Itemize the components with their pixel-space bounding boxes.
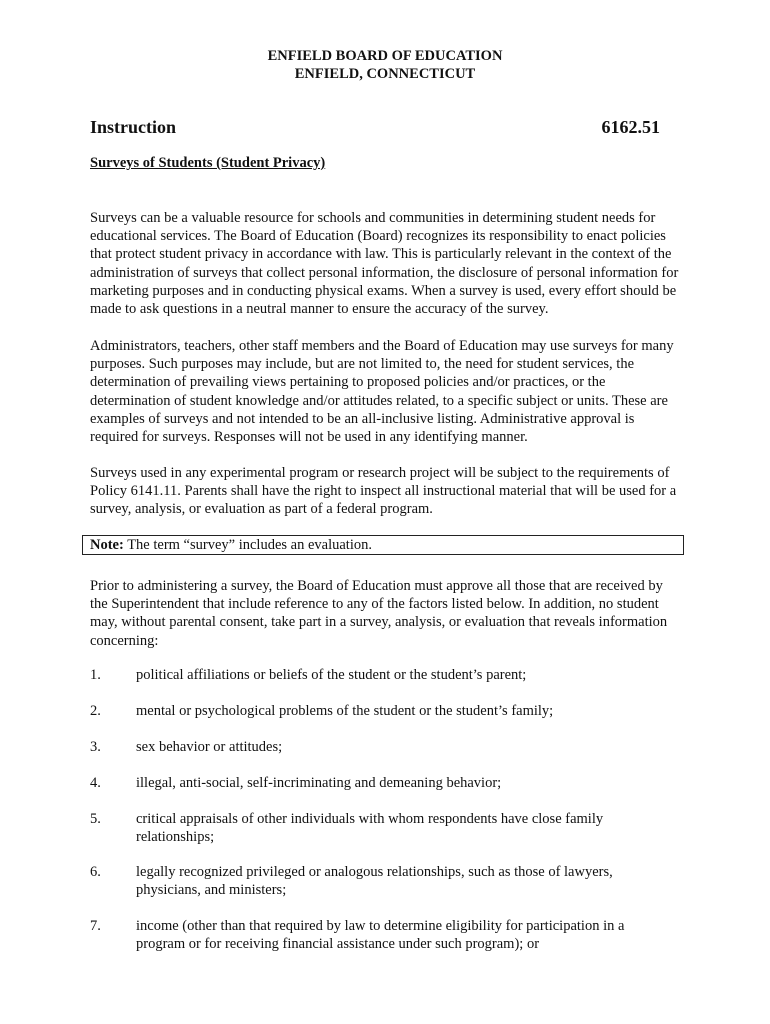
note-box [82, 535, 684, 555]
document-header [0, 47, 770, 83]
note-label: Note: [90, 537, 124, 553]
list-item-number: 1. [90, 667, 101, 683]
header-board-name: ENFIELD BOARD OF EDUCATION [267, 48, 503, 64]
policy-subtitle: Surveys of Students (Student Privacy) [90, 155, 326, 171]
note-text: The term “survey” includes an evaluation. [123, 537, 372, 553]
list-item-number: 7. [90, 918, 101, 934]
paragraph-approval: Prior to administering a survey, the Board of Education must approve all those that are received by the Superintendent that include reference to any of the factors listed below. In addition, no student may, without parental consent, take part in a survey, analysis, or evaluation that reveals information concerning: [90, 578, 668, 649]
list-item-text: political affiliations or beliefs of the student or the student’s parent; [136, 667, 527, 683]
list-item-text: mental or psychological problems of the student or the student’s family; [136, 703, 554, 719]
list-item-number: 2. [90, 703, 101, 719]
list-item-text: sex behavior or attitudes; [136, 739, 283, 755]
paragraph-purposes: Administrators, teachers, other staff members and the Board of Education may use surveys for many purposes. Such purposes may include, but are not limited to, the need for student services, the determination of prevailing views pertaining to proposed policies and/or practices, or the determination of student knowledge and/or attitudes related, to a specific subject or units. These are examples of surveys and not intended to be an all-inclusive listing. Administrative approval is required for surveys. Responses will not be used in any identifying manner. [90, 338, 674, 446]
list-item-number: 3. [90, 739, 101, 755]
header-location: ENFIELD, CONNECTICUT [294, 66, 476, 82]
paragraph-intro: Surveys can be a valuable resource for schools and communities in determining student needs for educational services. The Board of Education (Board) recognizes its responsibility to enact policies that protect student privacy in accordance with law. This is particularly relevant in the context of the administration of surveys that collect personal information, the disclosure of personal information for marketing purposes and in conducting physical exams. When a survey is used, every effort should be made to ask questions in a neutral manner to ensure the accuracy of the survey. [90, 210, 679, 318]
list-item-number: 5. [90, 811, 101, 827]
policy-number: 6162.51 [601, 117, 660, 137]
list-item-text: income (other than that required by law to determine eligibility for participation in a program or for receiving financial assistance under such program); or [136, 918, 625, 953]
list-item-text: critical appraisals of other individuals with whom respondents have close family relationships; [136, 811, 604, 846]
section-title: Instruction [90, 117, 177, 137]
list-item-number: 4. [90, 775, 101, 791]
list-item-number: 6. [90, 864, 101, 880]
paragraph-experimental: Surveys used in any experimental program or research project will be subject to the requirements of Policy 6141.11. Parents shall have the right to inspect all instructional material that will be used for a survey, analysis, or evaluation as part of a federal program. [90, 465, 677, 518]
section-row [90, 117, 660, 139]
list-item-text: illegal, anti-social, self-incriminating and demeaning behavior; [136, 775, 502, 791]
list-item-text: legally recognized privileged or analogous relationships, such as those of lawyers, physicians, and ministers; [136, 864, 613, 899]
